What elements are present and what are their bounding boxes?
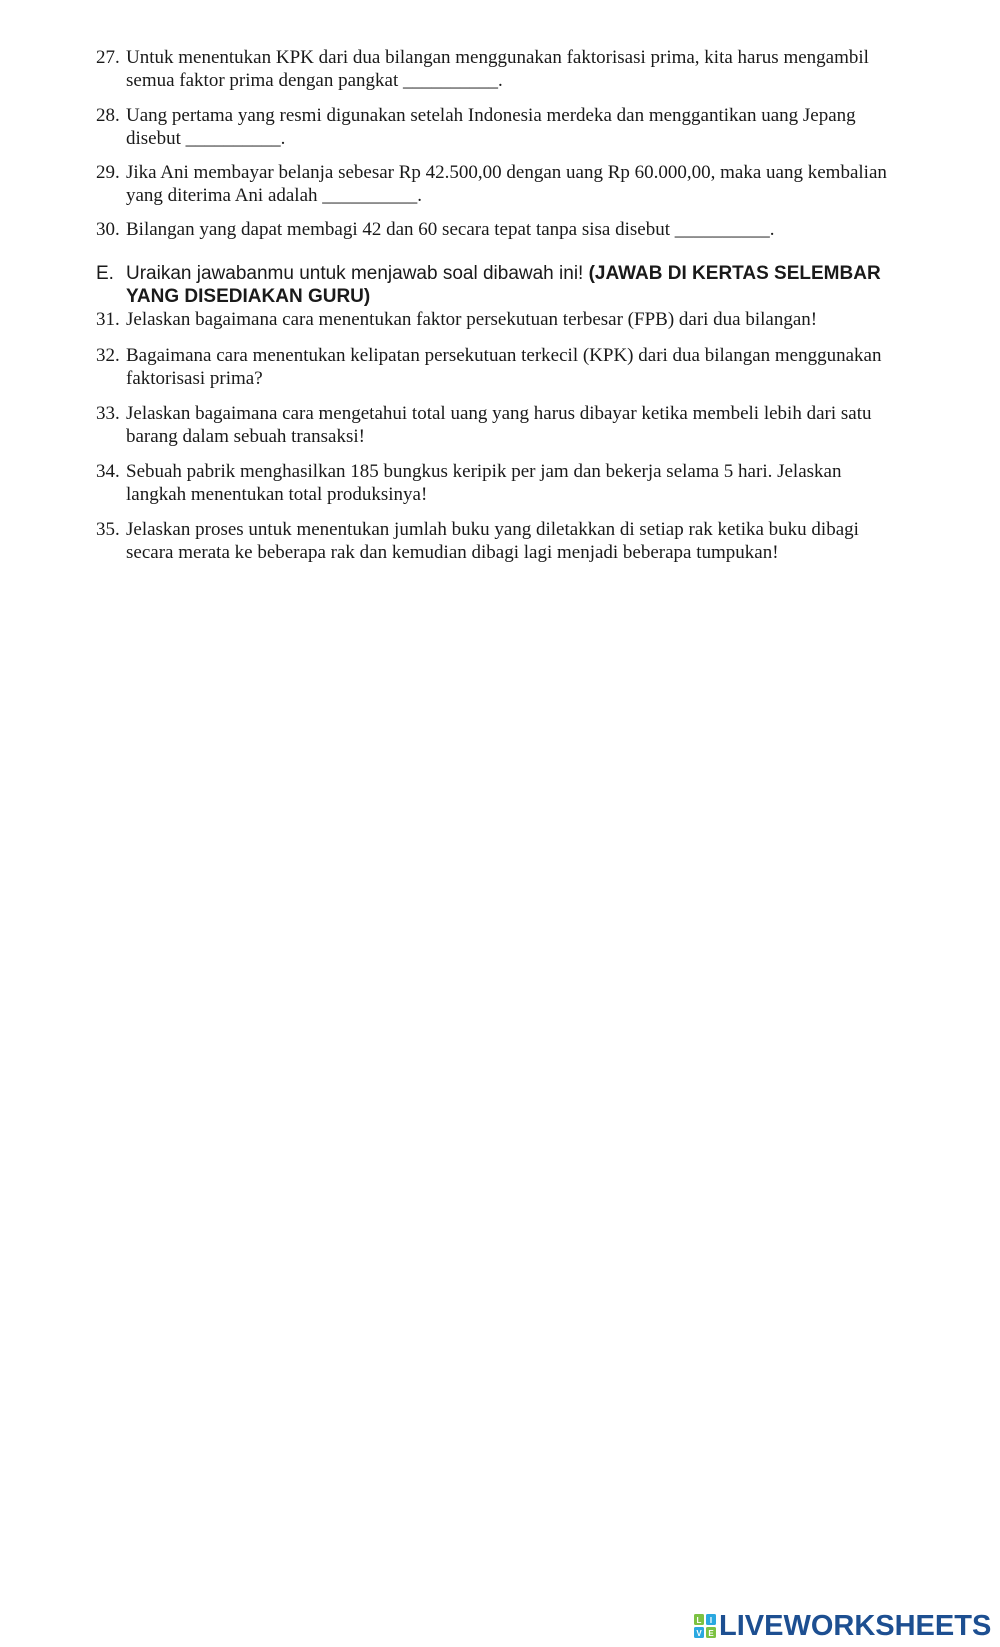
question-text: Uang pertama yang resmi digunakan setelah Indonesia merdeka dan menggantikan uang Jepang disebut __________. xyxy=(126,105,856,149)
logo-wordmark: LIVEWORKSHEETS xyxy=(719,1609,992,1642)
section-instruction: Uraikan jawabanmu untuk menjawab soal dibawah ini! xyxy=(126,263,584,284)
question-number: 32. xyxy=(96,345,120,366)
question-number: 29. xyxy=(96,162,120,183)
question-32 xyxy=(96,344,896,390)
svg-text:I: I xyxy=(709,1616,713,1625)
question-34 xyxy=(96,460,896,506)
question-28 xyxy=(96,104,896,150)
question-number: 28. xyxy=(96,105,120,126)
question-30 xyxy=(96,218,896,241)
question-27 xyxy=(96,46,896,92)
svg-text:V: V xyxy=(696,1629,702,1638)
section-note: (JAWAB DI KERTAS SELEMBAR YANG DISEDIAKAN GURU) xyxy=(126,263,881,307)
question-text: Jelaskan bagaimana cara mengetahui total uang yang harus dibayar ketika membeli lebih dari satu barang dalam sebuah transaksi! xyxy=(126,403,872,447)
question-text: Jelaskan proses untuk menentukan jumlah buku yang diletakkan di setiap rak ketika buku dibagi secara merata ke beberapa rak dan kemudian dibagi lagi menjadi beberapa tumpukan! xyxy=(126,519,859,563)
section-e-heading xyxy=(96,262,896,308)
question-number: 33. xyxy=(96,403,120,424)
question-number: 35. xyxy=(96,519,120,540)
question-text: Bagaimana cara menentukan kelipatan persekutuan terkecil (KPK) dari dua bilangan menggunakan faktorisasi prima? xyxy=(126,345,882,389)
question-text: Untuk menentukan KPK dari dua bilangan menggunakan faktorisasi prima, kita harus mengambil semua faktor prima dengan pangkat __________. xyxy=(126,47,869,91)
section-letter: E. xyxy=(96,263,114,284)
question-text: Sebuah pabrik menghasilkan 185 bungkus keripik per jam dan bekerja selama 5 hari. Jelaskan langkah menentukan total produksinya! xyxy=(126,461,842,505)
question-31 xyxy=(96,308,896,331)
svg-text:E: E xyxy=(708,1629,714,1638)
question-text: Bilangan yang dapat membagi 42 dan 60 secara tepat tanpa sisa disebut __________. xyxy=(126,219,775,240)
question-number: 34. xyxy=(96,461,120,482)
question-29 xyxy=(96,161,896,207)
liveworksheets-mark-icon xyxy=(694,1614,716,1638)
question-number: 31. xyxy=(96,309,120,330)
question-text: Jelaskan bagaimana cara menentukan faktor persekutuan terbesar (FPB) dari dua bilangan! xyxy=(126,309,818,330)
liveworksheets-logo xyxy=(694,1609,992,1642)
question-33 xyxy=(96,402,896,448)
question-35 xyxy=(96,518,896,564)
section-instruction-block xyxy=(126,262,896,308)
svg-text:L: L xyxy=(696,1616,702,1625)
question-number: 27. xyxy=(96,47,120,68)
question-text: Jika Ani membayar belanja sebesar Rp 42.500,00 dengan uang Rp 60.000,00, maka uang kembalian yang diterima Ani adalah __________. xyxy=(126,162,887,206)
question-number: 30. xyxy=(96,219,120,240)
